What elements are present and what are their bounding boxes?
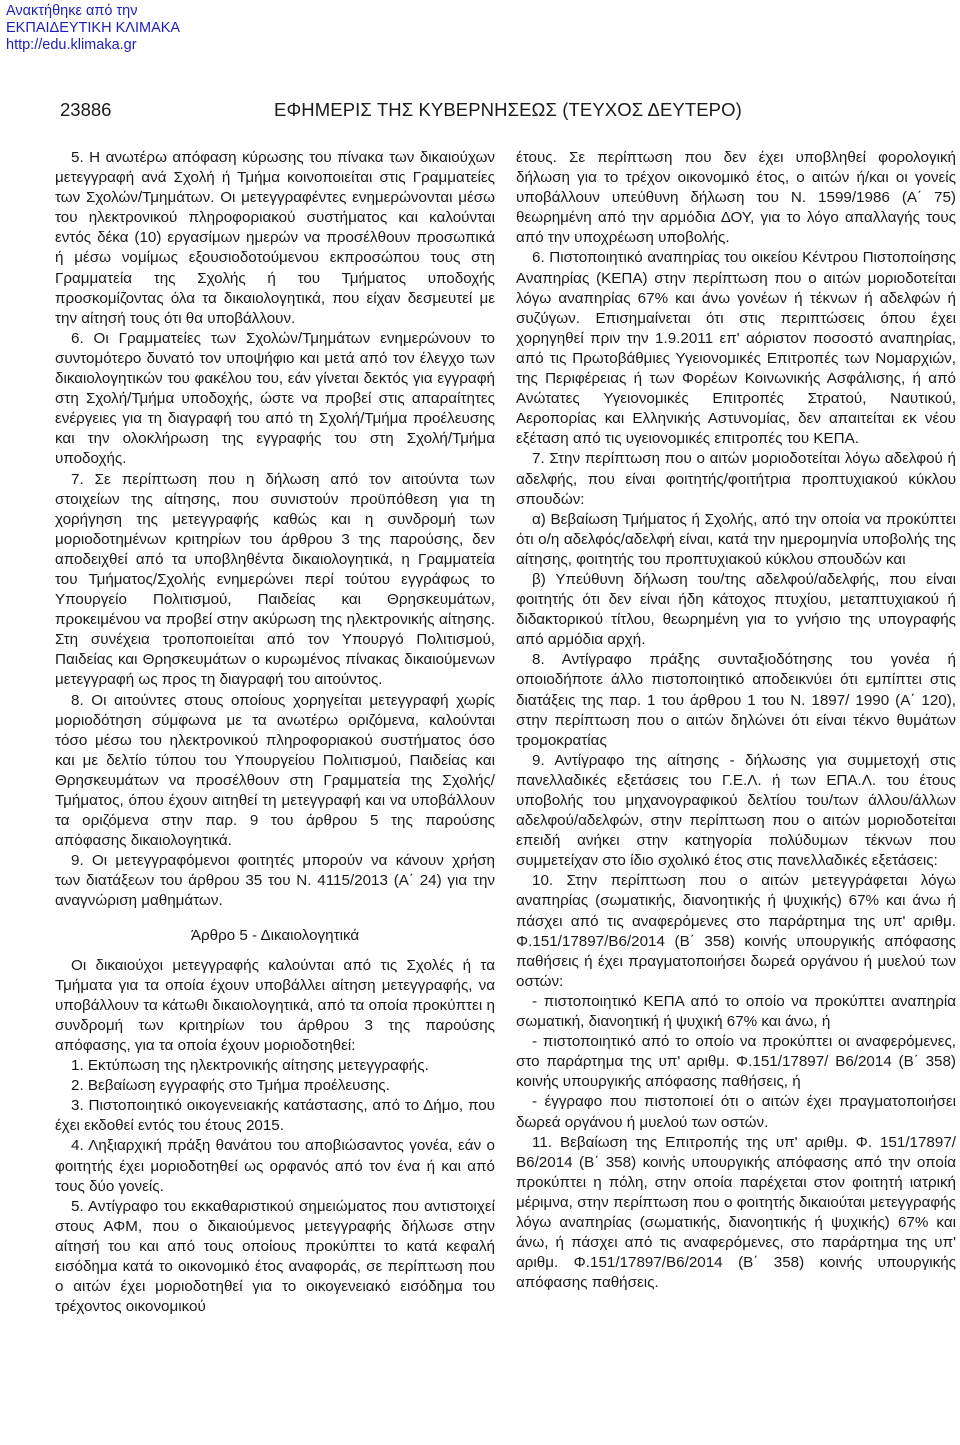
- document-item-7a: α) Βεβαίωση Τμήματος ή Σχολής, από την οποία να προκύπτει ότι ο/η αδελφός/αδελφή είναι, κατά την ημερομηνία υποβολής της αίτησης, φοιτητής του προπτυχιακού κύκλου σπουδών και: [516, 510, 956, 568]
- document-item-3: 3. Πιστοποιητικό οικογενειακής κατάστασης, από το Δήμο, που έχει εκδοθεί εντός του έτους 2015.: [55, 1097, 495, 1135]
- source-watermark: [6, 3, 180, 54]
- page-number: 23886: [60, 99, 112, 120]
- paragraph-5: 5. Η ανωτέρω απόφαση κύρωσης του πίνακα των δικαιούχων μετεγγραφή ανά Σχολή ή Τμήμα κοινοποιείται στις Γραμματείες των Σχολών/Τμημάτων. Οι μετεγγραφέντες ενημερώνονται μέσω του ηλεκτρονικού πληροφοριακού συστήματος και καλούνται εντός δέκα (10) εργασίμων ημερών να προσέλθουν προσωπικά ή μέσω νομίμως εξουσιοδοτούμενου εκπροσώπου τους στη Γραμματεία της Σχολής ή του Τμήματος υποδοχής προσκομίζοντας όλα τα δικαιολογητικά, που είχαν δεσμευτεί με την αίτησή τους ότι θα υποβάλλουν.: [55, 149, 495, 327]
- right-column: [516, 148, 956, 1293]
- paragraph-9: 9. Οι μετεγγραφόμενοι φοιτητές μπορούν να κάνουν χρήση των διατάξεων του άρθρου 35 του Ν. 4115/2013 (Α΄ 24) για την αναγνώριση μαθημάτων.: [55, 852, 495, 910]
- document-item-2: 2. Βεβαίωση εγγραφής στο Τμήμα προέλευσης.: [71, 1077, 390, 1095]
- document-item-10-donation: - έγγραφο που πιστοποιεί ότι ο αιτών έχει πραγματοποιήσει δωρεά οργάνου ή μυελού των οστών.: [516, 1093, 956, 1131]
- document-item-7b: β) Υπεύθυνη δήλωση του/της αδελφού/αδελφής, που είναι φοιτητής ότι δεν είναι ήδη κάτοχος πτυχίου, μεταπτυχιακού ή διδακτορικού τίτλου, θεωρημένη για το γνήσιο της υπογραφής από αρμόδια αρχή.: [516, 570, 956, 649]
- document-item-1: 1. Εκτύπωση της ηλεκτρονικής αίτησης μετεγγραφής.: [71, 1057, 429, 1075]
- item-5-continuation: έτους. Σε περίπτωση που δεν έχει υποβληθεί φορολογική δήλωση για το τρέχον οικονομικό έτος, ο αιτών ή/και οι γονείς υποβάλλουν υπεύθυνη δήλωση του Ν. 1599/1986 (Α΄ 75) θεωρημένη από την αρμόδια ΔΟΥ, για το λόγο απαλλαγής τους από την υποχρέωση υποβολής.: [516, 149, 956, 247]
- paragraph-7: 7. Σε περίπτωση που η δήλωση από τον αιτούντα των στοιχείων της αίτησης, που συνιστούν προϋπόθεση για τη χορήγηση της μετεγγραφής καθώς και η συνδρομή των μοριοδοτημένων κριτηρίων του άρθρου 3 της παρούσης, δεν αποδειχθεί από τα υποβληθέντα δικαιολογητικά, η Γραμματεία του Τμήματος/Σχολής ενημερώνει περί τούτου εγγράφως το Υπουργείο Πολιτισμού, Παιδείας και Θρησκευμάτων, προκειμένου να προβεί στην ακύρωση της ηλεκτρονικής αίτησης. Στη συνέχεια τροποποιείται από τον Υπουργό Πολιτισμού, Παιδείας και Θρησκευμάτων ο κυρωμένος πίνακας δικαιούμενων μετεγγραφή ως προς τη διαγραφή του αιτούντος.: [55, 470, 495, 689]
- paragraph-8: 8. Οι αιτούντες στους οποίους χορηγείται μετεγγραφή χωρίς μοριοδότηση σύμφωνα με τα ανωτέρω οριζόμενα, καλούνται τόσο μέσω του ηλεκτρονικού πληροφοριακού συστήματος όσο και με δελτίο τύπου του Υπουργείου Πολιτισμού, Παιδείας και Θρησκευμάτων να προσέλθουν στη Γραμματεία της Σχολής/ Τμήματος, όπου έχουν αιτηθεί τη μετεγγραφή και να υποβάλλουν τα οριζόμενα στην παρ. 9 του άρθρου 5 της παρούσης απόφασης δικαιολογητικά.: [55, 691, 495, 850]
- page-header: [60, 99, 900, 123]
- document-item-10-conditions: - πιστοποιητικό από το οποίο να προκύπτει οι αναφερόμενες, στο παράρτημα της υπ' αριθμ. Φ.151/17897/ Β6/2014 (Β΄ 358) κοινής υπουργικής απόφασης παθήσεις, ή: [516, 1033, 956, 1091]
- document-item-6: 6. Πιστοποιητικό αναπηρίας του οικείου Κέντρου Πιστοποίησης Αναπηρίας (ΚΕΠΑ) στην περίπτωση που ο αιτών μοριοδοτείται λόγω αναπηρίας 67% και άνω γονέων ή τέκνων ή αδελφών ή συζύγων. Επισημαίνεται ότι στις περιπτώσεις όπου έχει χορηγηθεί πριν την 1.9.2011 επ' αόριστον ποσοστό αναπηρίας, από τις Πρωτοβάθμιες Υγειονομικές Επιτροπές των Νομαρχιών, της Περιφέρειας ή των Φορέων Κοινωνικής Ασφάλισης, ή από Ανώτατες Υγειονομικές Επιτροπές Στρατού, Ναυτικού, Αεροπορίας και Ελληνικής Αστυνομίας, δεν απαιτείται εκ νέου εξέταση από τις υγειονομικές επιτροπές του ΚΕΠΑ.: [516, 249, 956, 448]
- document-item-11: 11. Βεβαίωση της Επιτροπής της υπ' αριθμ. Φ. 151/17897/ Β6/2014 (Β΄ 358) κοινής υπουργικής απόφασης από την οποία προκύπτει η πόλη, στην οποία παρέχεται στον φοιτητή ιατρική μέριμνα, στην περίπτωση που ο φοιτητής δικαιούται μετεγγραφής λόγω αναπηρίας (σωματικής, διανοητικής ή ψυχικής) 67% και άνω, ή πάσχει από τις αναφερόμενες, στο παράρτημα της υπ' αριθμ. Φ.151/17897/Β6/2014 (Β΄ 358) κοινής υπουργικής απόφασης παθήσεις.: [516, 1133, 956, 1292]
- article-heading: Άρθρο 5 - Δικαιολογητικά: [190, 926, 360, 944]
- watermark-link[interactable]: http://edu.klimaka.gr: [6, 37, 137, 53]
- document-item-8: 8. Αντίγραφο πράξης συνταξιοδότησης του γονέα ή οποιοδήποτε άλλο πιστοποιητικό αποδεικνύει ότι εμπίπτει στις διατάξεις της παρ. 1 του άρθρου 1 του Ν. 1897/ 1990 (Α΄ 120), στην περίπτωση που ο αιτών δηλώνει ότι είναι τέκνο θυμάτων τρομοκρατίας: [516, 651, 956, 749]
- document-item-7: 7. Στην περίπτωση που ο αιτών μοριοδοτείται λόγω αδελφού ή αδελφής, που είναι φοιτητής/φοιτήτρια προπτυχιακού κύκλου σπουδών:: [516, 450, 956, 508]
- article-intro: Οι δικαιούχοι μετεγγραφής καλούνται από τις Σχολές ή τα Τμήματα για τα οποία έχουν υποβάλλει αίτηση μετεγγραφής, να υποβάλλουν τα κάτωθι δικαιολογητικά, από τα οποία προκύπτει η συνδρομή των κριτηρίων του άρθρου 3 της παρούσης απόφασης, για τα οποία έχουν μοριοδοτηθεί:: [55, 956, 495, 1054]
- document-item-4: 4. Ληξιαρχική πράξη θανάτου του αποβιώσαντος γονέα, εάν ο φοιτητής έχει μοριοδοτηθεί ως ορφανός από τον ένα ή και από τους δύο γονείς.: [55, 1137, 495, 1195]
- left-column: [55, 148, 495, 1317]
- watermark-line-site-name: ΕΚΠΑΙΔΕΥΤΙΚΗ ΚΛΙΜΑΚΑ: [6, 20, 181, 36]
- watermark-line-retrieved: Ανακτήθηκε από την: [6, 3, 138, 19]
- document-item-10: 10. Στην περίπτωση που ο αιτών μετεγγράφεται λόγω αναπηρίας (σωματικής, διανοητικής ή ψυχικής) 67% και άνω ή πάσχει από τις αναφερόμενες στο παράρτημα της υπ' αριθμ. Φ.151/17897/Β6/2014 (Β΄ 358) κοινής υπουργικής απόφασης παθήσεις ή έχει πραγματοποιήσει δωρεά οργάνου ή μυελού των οστών:: [516, 872, 956, 990]
- document-item-5: 5. Αντίγραφο του εκκαθαριστικού σημειώματος που αντιστοιχεί στους ΑΦΜ, που ο δικαιούμενος μετεγγραφής δήλωσε στην αίτησή του και από τους οποίους προκύπτει το κατά κεφαλή εισόδημα κατά το οικονομικό έτος αναφοράς, σε περίπτωση που ο αιτών έχει μοριοδοτηθεί για το οικογενειακό εισόδημα του τρέχοντος οικονομικού: [55, 1197, 495, 1316]
- gazette-title: ΕΦΗΜΕΡΙΣ ΤΗΣ ΚΥΒΕΡΝΗΣΕΩΣ (ΤΕΥΧΟΣ ΔΕΥΤΕΡΟ): [274, 99, 742, 120]
- document-item-10-kepa: - πιστοποιητικό ΚΕΠΑ από το οποίο να προκύπτει αναπηρία σωματική, διανοητική ή ψυχική 67% και άνω, ή: [516, 992, 956, 1031]
- paragraph-6: 6. Οι Γραμματείες των Σχολών/Τμημάτων ενημερώνουν το συντομότερο δυνατό τον υποψήφιο και μετά από τον έλεγχο των δικαιολογητικών του φακέλου του, εάν γίνεται δεκτός για εγγραφή στη Σχολή/Τμήμα υποδοχής, ώστε να προβεί στις απαραίτητες ενέργειες για τη διαγραφή του από τη Σχολή/Τμήμα προέλευσης και την ολοκλήρωση της εγγραφής του στη Σχολή/Τμήμα υποδοχής.: [55, 329, 495, 468]
- document-item-9: 9. Αντίγραφο της αίτησης - δήλωσης για συμμετοχή στις πανελλαδικές εξετάσεις του Γ.Ε.Λ. ή των ΕΠΑ.Λ. του έτους υποβολής του μηχανογραφικού δελτίου του/των άλλου/άλλων αδελφού/αδελφών, στην περίπτωση που ο αιτών μοριοδοτείται επειδή ανήκει στην κατηγορία πολύδυμων τέκνων που συμμετείχαν στο ίδιο σχολικό έτος στις πανελλαδικές εξετάσεις:: [516, 751, 956, 870]
